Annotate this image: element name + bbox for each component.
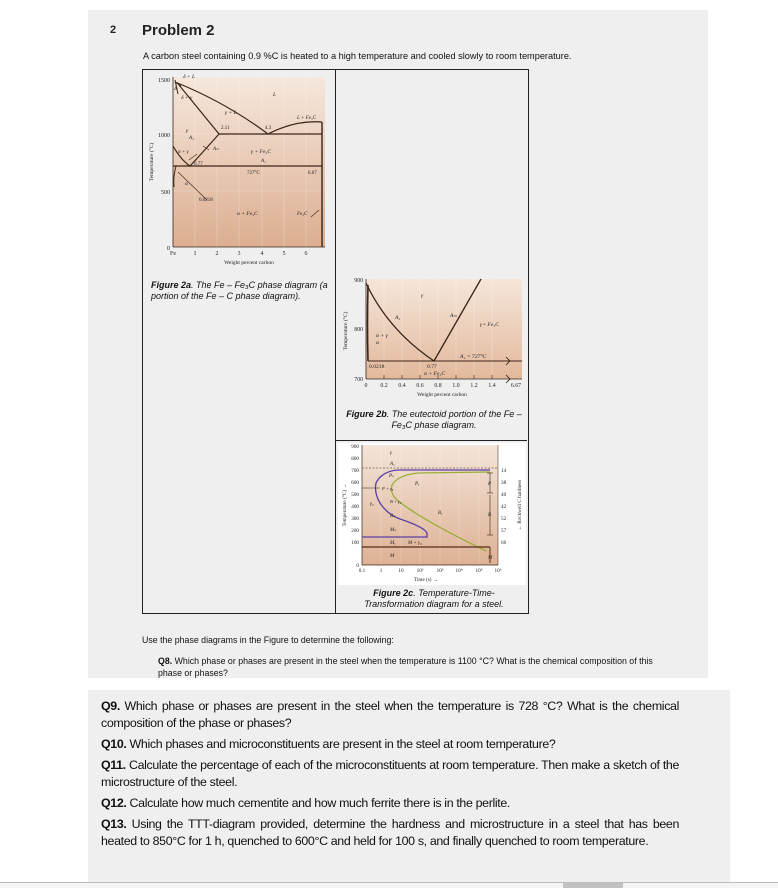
value-label: 0.77 <box>427 364 437 370</box>
x-axis-label: Weight percent carbon <box>417 392 467 398</box>
xtick: 6 <box>304 251 308 257</box>
caption-text: . The eutectoid portion of the Fe – Fe₃C phase diagram. <box>386 409 522 430</box>
region-label: Fe₃C <box>297 212 308 217</box>
ytick: 700 <box>354 377 363 383</box>
xtick: Fe <box>170 251 176 257</box>
problem-number: 2 <box>110 24 117 36</box>
region-label: L + Fe₃C <box>297 116 316 121</box>
question-text: Which phases and microconstituents are present in the steel at room temperature? <box>126 737 556 751</box>
hardness-value: 38 <box>501 480 507 486</box>
figure-2b-cell <box>336 70 527 441</box>
question-text: Which phase or phases are present in the steel when the temperature is 728 °C? What is the chemical composition of the phase or phases? <box>101 699 679 730</box>
figure-2c-cell <box>336 441 527 613</box>
hardness-value: 66 <box>501 540 507 546</box>
figure-table <box>142 69 529 614</box>
problem-panel <box>88 10 708 678</box>
question-text: Which phase or phases are present in the steel when the temperature is 1100 °C? What is the chemical composition of this phase or phases? <box>158 656 653 678</box>
xtick: 10 <box>398 568 404 574</box>
region-label: A₃ <box>395 315 401 321</box>
y-axis-label: Temperature (°C) <box>343 311 349 351</box>
region-label: γ <box>186 128 189 134</box>
region-label: γ <box>421 293 424 299</box>
hardness-value: 52 <box>501 516 507 522</box>
xtick: 1.0 <box>452 383 460 389</box>
caption-label: Figure 2c <box>373 588 414 598</box>
ytick: 600 <box>351 480 359 486</box>
xtick: 3 <box>237 251 241 257</box>
region-label: δ + L <box>183 74 196 80</box>
ytick: 700 <box>351 468 359 474</box>
region-label: α <box>376 340 379 346</box>
value-label: 0.77 <box>194 162 203 167</box>
curve-label: Mₓ <box>390 541 396 546</box>
question-id: Q10. <box>101 737 127 751</box>
region-label: P + γ₀ <box>382 486 394 491</box>
figure-2a-cell <box>143 70 336 613</box>
curve-label: Mₛ <box>390 528 397 533</box>
question-q10 <box>101 736 679 753</box>
xtick: 1.4 <box>488 383 496 389</box>
question-id: Q8. <box>158 656 173 666</box>
region-label: δ + γ <box>181 95 193 101</box>
ytick: 0 <box>167 246 170 252</box>
region-label: α <box>185 181 188 187</box>
instructions: Use the phase diagrams in the Figure to determine the following: <box>142 635 394 645</box>
region-label: A₁ = 727°C <box>460 354 487 360</box>
region-label: δ <box>174 86 177 92</box>
ytick: 800 <box>354 327 363 333</box>
product-label: P <box>488 482 492 487</box>
xtick: 10² <box>416 568 424 574</box>
region-label: Aₘ <box>450 313 457 319</box>
ytick: 200 <box>351 528 359 534</box>
region-label: A₃ <box>189 136 194 141</box>
figure-2a-caption <box>151 280 331 302</box>
question-q12 <box>101 795 679 812</box>
curve-label: Bₓ <box>438 511 443 516</box>
xtick: 1 <box>379 568 383 574</box>
question-id: Q11. <box>101 758 126 772</box>
hardness-value: 14 <box>501 468 507 474</box>
xtick: 2 <box>215 251 219 257</box>
xtick: 0.8 <box>434 383 442 389</box>
ytick: 400 <box>351 504 359 510</box>
xtick: 10⁵ <box>475 568 483 574</box>
xtick: 0.4 <box>398 383 406 389</box>
region-label: B + γ₀ <box>390 499 402 504</box>
caption-label: Figure 2a <box>151 280 192 290</box>
xtick: 10⁴ <box>455 568 463 574</box>
ytick: 1500 <box>158 78 170 84</box>
region-label: Aₘ <box>213 147 220 152</box>
xtick: 5 <box>282 251 286 257</box>
questions-panel <box>88 690 730 882</box>
problem-title: Problem 2 <box>142 22 215 39</box>
x-axis-label: Weight percent carbon <box>224 260 274 266</box>
xtick: 0.2 <box>380 383 388 389</box>
figure-2c-caption <box>344 588 524 610</box>
figure-2b-caption <box>344 409 524 431</box>
question-text: Using the TTT-diagram provided, determine the hardness and microstructure in a steel that has been heated to 850°C for 1 h, quenched to 600°C and held for 100 s, and finally quenched to room temperature. <box>101 817 679 848</box>
question-id: Q13. <box>101 817 127 831</box>
product-label: M <box>488 556 493 561</box>
xtick: 0.6 <box>416 383 424 389</box>
eutectoid-phase-diagram <box>338 275 526 403</box>
region-label: L <box>273 92 277 98</box>
y-axis-label: Temperature (°C) <box>149 142 155 182</box>
curve-label: Bₛ <box>390 514 395 519</box>
region-label: α + Fe₃C <box>237 211 258 217</box>
caption-text: . Temperature-Time-Transformation diagram for a steel. <box>364 588 504 609</box>
curve-label: Pₓ <box>415 482 420 487</box>
region-label: α + γ <box>178 150 189 155</box>
caption-text: . The Fe – Fe₃C phase diagram (a portion of the Fe – C phase diagram). <box>151 280 328 301</box>
value-label: 0.0218 <box>199 198 213 203</box>
question-text: Calculate the percentage of each of the microconstituents at room temperature. Then make a sketch of the microstructure of the steel. <box>101 758 679 789</box>
region-label: γ₀ <box>370 502 374 507</box>
question-q13 <box>101 816 679 850</box>
xtick: 10³ <box>436 568 444 574</box>
question-q8 <box>158 655 663 679</box>
region-label: M <box>390 554 395 559</box>
region-label: γ + L <box>225 110 237 116</box>
caption-label: Figure 2b <box>346 409 387 419</box>
problem-intro: A carbon steel containing 0.9 %C is heated to a high temperature and cooled slowly to room temperature. <box>143 51 572 61</box>
ytick: 800 <box>351 456 359 462</box>
region-label: A₁ <box>390 462 395 467</box>
value-label: 4.3 <box>265 126 272 131</box>
horizontal-scrollbar[interactable] <box>0 882 778 888</box>
question-text: Calculate how much cementite and how much ferrite there is in the perlite. <box>126 796 510 810</box>
question-q9 <box>101 698 679 732</box>
region-label: γ <box>390 451 392 456</box>
ytick: 300 <box>351 516 359 522</box>
scrollbar-thumb[interactable] <box>563 883 623 888</box>
value-label: 0.0218 <box>369 364 385 370</box>
value-label: 2.11 <box>221 126 230 131</box>
ytick: 100 <box>351 540 359 546</box>
question-id: Q9. <box>101 699 120 713</box>
xtick: 10⁶ <box>494 568 502 574</box>
xtick: 1 <box>193 251 197 257</box>
product-label: B <box>488 513 492 518</box>
x-axis-label: Time (s) → <box>413 577 439 583</box>
region-label: A₁ <box>261 159 266 164</box>
question-id: Q12. <box>101 796 127 810</box>
region-label: M + γ₀ <box>408 541 422 546</box>
ytick: 900 <box>351 444 359 450</box>
hardness-value: 42 <box>501 504 507 510</box>
question-q11 <box>101 757 679 791</box>
hardness-value: 57 <box>501 528 507 534</box>
xtick: 4 <box>260 251 264 257</box>
ytick: 500 <box>161 190 170 196</box>
ytick: 0 <box>356 563 359 569</box>
ytick: 900 <box>354 278 363 284</box>
region-label: γ+ Fe₃C <box>480 322 499 328</box>
question-list <box>101 698 679 854</box>
value-label: 6.67 <box>308 171 317 176</box>
xtick: 1.2 <box>470 383 478 389</box>
ttt-diagram <box>338 443 526 585</box>
value-label: 727°C <box>247 171 260 176</box>
region-label: α + γ <box>376 333 388 339</box>
ytick: 500 <box>351 492 359 498</box>
curve-label: Pₛ <box>389 474 394 479</box>
xtick: 0 <box>364 383 368 389</box>
y-axis-right-label: ← Rockwell C hardness <box>517 479 523 531</box>
ytick: 1000 <box>158 133 170 139</box>
region-label: γ + Fe₃C <box>251 149 272 155</box>
y-axis-label: Temperature (°C) → <box>342 483 348 527</box>
fe-fe3c-phase-diagram <box>145 72 333 268</box>
xtick: 0.1 <box>358 568 366 574</box>
region-label: α + Fe₃C <box>424 371 446 377</box>
xtick: 6.67 <box>510 383 522 389</box>
hardness-value: 40 <box>501 492 507 498</box>
